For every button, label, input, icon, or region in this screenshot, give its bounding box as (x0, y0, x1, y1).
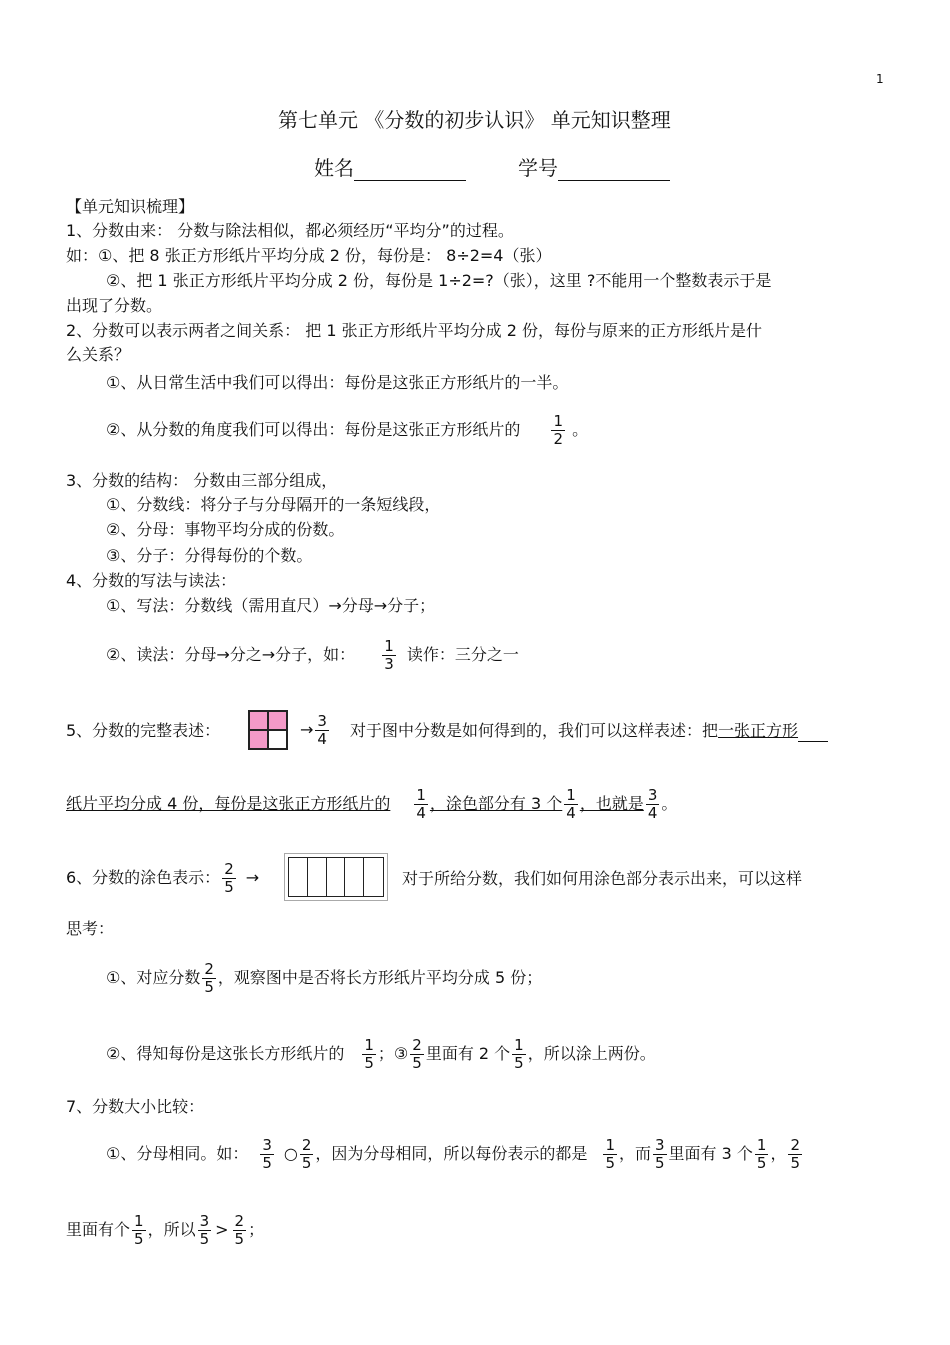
section-header: 【单元知识梳理】 (66, 197, 195, 216)
page-number: 1 (876, 72, 884, 86)
item6-point2 (106, 1034, 656, 1074)
fraction-three-fifths: $\frac{3}{5}$ (262, 1136, 272, 1172)
item7-point1-contains: 里面有 3 个 (668, 1144, 753, 1163)
item4-heading: 4、分数的写法与读法： (66, 571, 237, 590)
item5-underline-blank (798, 722, 828, 742)
item2-point2 (106, 410, 588, 450)
item6-point3-rest: ，所以涂上两份。 (527, 1044, 656, 1063)
item6-point1 (106, 958, 542, 998)
item5-underline-text: 一张正方形 (718, 721, 799, 740)
fraction-two-fifths: $\frac{2}{5}$ (204, 960, 214, 996)
item7-point1-reason: ，因为分母相同，所以每份表示的都是 (315, 1144, 588, 1163)
fraction-one-half: $\frac{1}{2}$ (553, 412, 563, 448)
fraction-one-third: $\frac{1}{3}$ (384, 637, 394, 673)
item2-point2-text: ②、从分数的角度我们可以得出：每份是这张正方形纸片的 (106, 420, 521, 439)
item2-point1: ①、从日常生活中我们可以得出：每份是这张正方形纸片的一半。 (106, 373, 569, 392)
arrow-icon: → (300, 720, 314, 739)
greater-than-sign: > (215, 1220, 229, 1239)
item7-point1-comma: ， (770, 1144, 787, 1163)
item1-example1: 如：①、把 8 张正方形纸片平均分成 2 份，每份是： 8÷2=4（张） (66, 246, 552, 265)
rectangle-fifths-diagram (284, 853, 388, 901)
id-label: 学号 (518, 156, 558, 180)
rect-cell (364, 858, 383, 896)
id-blank (558, 160, 670, 181)
item3-point3: ③、分子：分得每份的个数。 (106, 546, 313, 565)
name-field (314, 155, 466, 181)
fraction-three-quarters: $\frac{3}{4}$ (317, 712, 327, 748)
fraction-one-quarter: $\frac{1}{4}$ (416, 786, 426, 822)
item7-line2-so: ，所以 (147, 1220, 196, 1239)
item7-heading: 7、分数大小比较： (66, 1097, 205, 1116)
fraction-two-fifths: $\frac{2}{5}$ (790, 1136, 801, 1172)
arrow-icon: → (245, 868, 260, 887)
name-label: 姓名 (314, 156, 354, 180)
fraction-two-fifths: $\frac{2}{5}$ (234, 1212, 245, 1248)
fraction-one-fifth: $\frac{1}{5}$ (605, 1136, 615, 1172)
item5-arrow-fraction (300, 710, 331, 750)
square-cell-shaded (249, 730, 268, 749)
item2-heading: 2、分数可以表示两者之间关系： 把 1 张正方形纸片平均分成 2 份，每份与原来的正方形纸片是什 (66, 321, 762, 340)
rect-cell (345, 858, 364, 896)
name-blank (354, 160, 466, 181)
item5-description (350, 720, 828, 742)
item5-line2-shaded: ，涂色部分有 3 个 (429, 794, 563, 813)
item5-line2 (66, 784, 677, 824)
item6-heading-text: 6、分数的涂色表示： (66, 868, 221, 887)
rect-cell (289, 858, 308, 896)
item4-reading: 读作：三分之一 (406, 645, 519, 664)
fraction-one-fifth: $\frac{1}{5}$ (756, 1136, 767, 1172)
item2-end: 。 (572, 420, 589, 439)
fraction-one-fifth: $\frac{1}{5}$ (514, 1036, 524, 1072)
square-quarters-diagram (248, 710, 288, 750)
fraction-one-quarter: $\frac{1}{4}$ (566, 786, 576, 822)
item7-line2-text: 里面有个 (66, 1220, 131, 1239)
fraction-three-fifths: $\frac{3}{5}$ (655, 1136, 665, 1172)
item4-point1: ①、写法：分数线（需用直尺）→分母→分子； (106, 596, 436, 615)
rect-cell (308, 858, 327, 896)
item6-point3-text: 里面有 2 个 (425, 1044, 511, 1063)
item7-point1-and: ，而 (618, 1144, 651, 1163)
item4-point2 (106, 635, 519, 675)
fraction-two-fifths: $\frac{2}{5}$ (224, 860, 234, 896)
fraction-one-fifth: $\frac{1}{5}$ (134, 1212, 144, 1248)
item6-cont: 思考： (66, 919, 115, 938)
item1-heading: 1、分数由来： 分数与除法相似，都必须经历“平均分”的过程。 (66, 221, 514, 240)
item7-point1-text: ①、分母相同。如： (106, 1144, 249, 1163)
item6-point1-text: ①、对应分数 (106, 968, 201, 987)
fraction-two-fifths: $\frac{2}{5}$ (301, 1136, 312, 1172)
item6-point1-rest: ，观察图中是否将长方形纸片平均分成 5 份； (217, 968, 543, 987)
id-field (518, 155, 670, 181)
rectangle-fifths-grid (288, 857, 384, 897)
square-cell-shaded (249, 711, 268, 730)
page-title: 第七单元 《分数的初步认识》 单元知识整理 (278, 108, 671, 132)
fraction-two-fifths: $\frac{2}{5}$ (412, 1036, 422, 1072)
item7-line2-end: ； (248, 1220, 265, 1239)
fraction-one-fifth: $\frac{1}{5}$ (364, 1036, 374, 1072)
item7-point1 (106, 1134, 804, 1174)
item4-point2-text: ②、读法：分母→分之→分子，如： (106, 645, 356, 664)
item1-example2: ②、把 1 张正方形纸片平均分成 2 份，每份是 1÷2=?（张），这里 ?不能用一个整数表示于是 (106, 271, 772, 290)
item5-line2-text: 纸片平均分成 4 份，每份是这张正方形纸片的 (66, 794, 391, 813)
square-cell-shaded (268, 711, 287, 730)
fraction-three-quarters: $\frac{3}{4}$ (647, 786, 658, 822)
item2-heading-cont: 么关系？ (66, 345, 131, 364)
compare-circle: ○ (283, 1144, 298, 1163)
square-cell-empty (268, 730, 287, 749)
item1-example2-cont: 出现了分数。 (66, 296, 163, 315)
item6-point3-marker: ；③ (377, 1044, 409, 1063)
item7-line2 (66, 1210, 264, 1250)
item6-heading (66, 858, 259, 898)
item5-line2-that-is: ，也就是 (579, 794, 644, 813)
item5-heading: 5、分数的完整表述： (66, 721, 221, 740)
item5-end: 。 (661, 794, 678, 813)
item6-description: 对于所给分数，我们如何用涂色部分表示出来，可以这样 (402, 869, 803, 888)
fraction-three-fifths: $\frac{3}{5}$ (199, 1212, 210, 1248)
item3-heading: 3、分数的结构： 分数由三部分组成， (66, 471, 338, 490)
item3-point2: ②、分母：事物平均分成的份数。 (106, 520, 345, 539)
item5-desc-text: 对于图中分数是如何得到的，我们可以这样表述：把 (350, 721, 719, 740)
item3-point1: ①、分数线：将分子与分母隔开的一条短线段， (106, 495, 441, 514)
rect-cell (327, 858, 346, 896)
item6-point2-text: ②、得知每份是这张长方形纸片的 (106, 1044, 345, 1063)
